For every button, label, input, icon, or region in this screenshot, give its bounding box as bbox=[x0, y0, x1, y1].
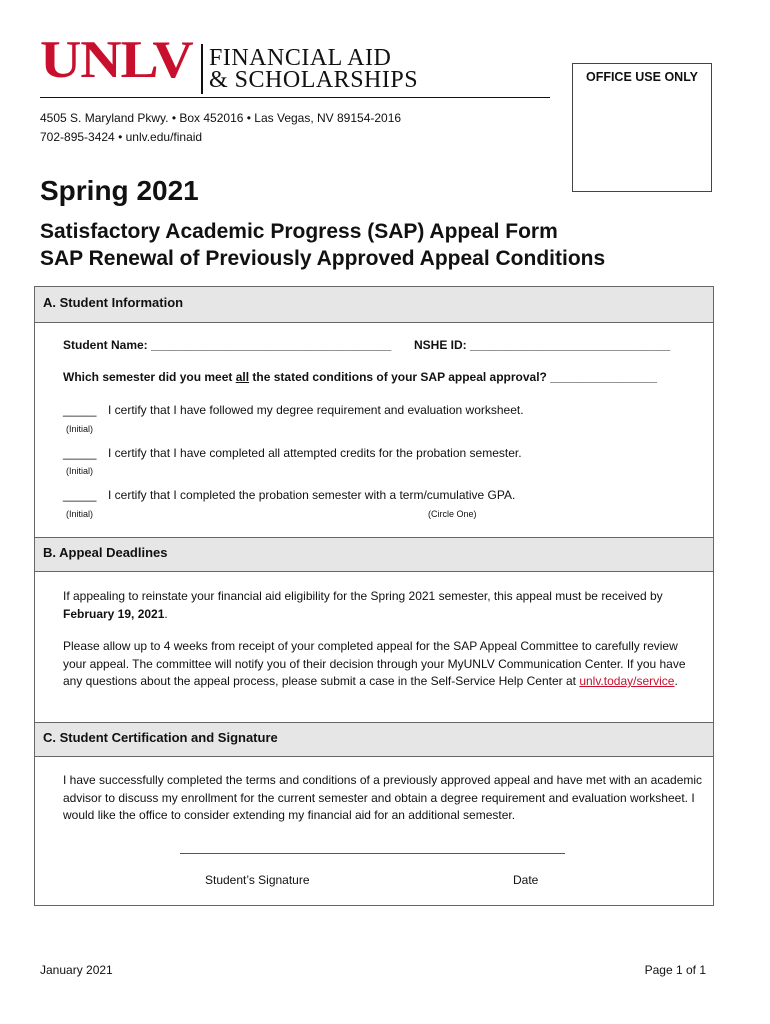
unlv-logo-mark: UNLV bbox=[40, 31, 193, 89]
address-block bbox=[40, 109, 401, 147]
section-appeal-deadlines bbox=[34, 537, 714, 723]
deadline-end: . bbox=[164, 606, 168, 621]
contact-line: 702-895-3424 • unlv.edu/finaid bbox=[40, 130, 203, 144]
logo-divider bbox=[201, 44, 203, 94]
section-b-heading: B. Appeal Deadlines bbox=[35, 538, 713, 572]
cert-statement-3: I certify that I completed the probation semester with a term/cumulative GPA. bbox=[108, 488, 516, 502]
initial-blank-3[interactable]: _____ bbox=[63, 488, 97, 502]
form-title: Satisfactory Academic Progress (SAP) Appeal Form bbox=[40, 220, 558, 243]
circle-one-label: (Circle One) bbox=[428, 509, 477, 519]
term-title: Spring 2021 bbox=[40, 175, 199, 206]
signature-line[interactable] bbox=[180, 853, 565, 854]
nshe-id-field[interactable]: NSHE ID: ______________________________ bbox=[414, 338, 671, 352]
cert-statement-2: I certify that I have completed all attempted credits for the probation semester. bbox=[108, 446, 522, 460]
review-paragraph bbox=[63, 638, 703, 691]
form-subtitle: SAP Renewal of Previously Approved Appeal Conditions bbox=[40, 247, 606, 270]
certification-paragraph: I have successfully completed the terms and conditions of a previously approved appeal and have met with an academic advisor to discuss my enrollment for the current semester and obtain a degree requirement and evaluation worksheet. I would like the office to consider extending my financial aid for an additional semester. bbox=[63, 773, 703, 822]
semester-question[interactable] bbox=[63, 369, 657, 386]
address-line: 4505 S. Maryland Pkwy. • Box 452016 • Las Vegas, NV 89154-2016 bbox=[40, 111, 402, 125]
office-use-label: OFFICE USE ONLY bbox=[585, 70, 699, 84]
signature-label: Student’s Signature bbox=[205, 873, 310, 887]
semester-question-pre: Which semester did you meet bbox=[63, 370, 236, 384]
deadline-date: February 19, 2021 bbox=[63, 606, 165, 621]
date-label: Date bbox=[513, 873, 539, 887]
initial-label-3: (Initial) bbox=[66, 509, 94, 519]
header-rule bbox=[40, 97, 550, 98]
initial-blank-2[interactable]: _____ bbox=[63, 446, 97, 460]
section-c-heading: C. Student Certification and Signature bbox=[35, 723, 713, 757]
initial-label-1: (Initial) bbox=[66, 424, 94, 434]
logo-text-scholarships: & SCHOLARSHIPS bbox=[209, 67, 419, 93]
section-a-heading: A. Student Information bbox=[35, 287, 713, 323]
review-end: . bbox=[674, 674, 678, 688]
cert-statement-1: I certify that I have followed my degree requirement and evaluation worksheet. bbox=[108, 403, 524, 417]
deadline-paragraph bbox=[63, 588, 703, 623]
semester-question-post: the stated conditions of your SAP appeal approval? ________________ bbox=[249, 370, 658, 384]
deadline-text: If appealing to reinstate your financial aid eligibility for the Spring 2021 semester, this appeal must be received by bbox=[63, 589, 663, 603]
footer-page-number: Page 1 of 1 bbox=[644, 963, 706, 977]
footer-date: January 2021 bbox=[40, 963, 113, 977]
office-use-box bbox=[572, 63, 712, 192]
student-name-field[interactable]: Student Name: ____________________________________ bbox=[63, 338, 392, 352]
logo-text-financial-aid: FINANCIAL AID bbox=[209, 45, 392, 71]
review-text: Please allow up to 4 weeks from receipt of your completed appeal for the SAP Appeal Committee to carefully review your appeal. The committee will notify you of their decision through your MyUNLV Communication Center. If you have any questions about the appeal process, please submit a case in the Self-Service Help Center at bbox=[63, 639, 686, 688]
semester-question-emphasis: all bbox=[235, 370, 250, 384]
initial-blank-1[interactable]: _____ bbox=[63, 403, 97, 417]
initial-label-2: (Initial) bbox=[66, 466, 94, 476]
service-link[interactable]: unlv.today/service bbox=[579, 674, 675, 688]
